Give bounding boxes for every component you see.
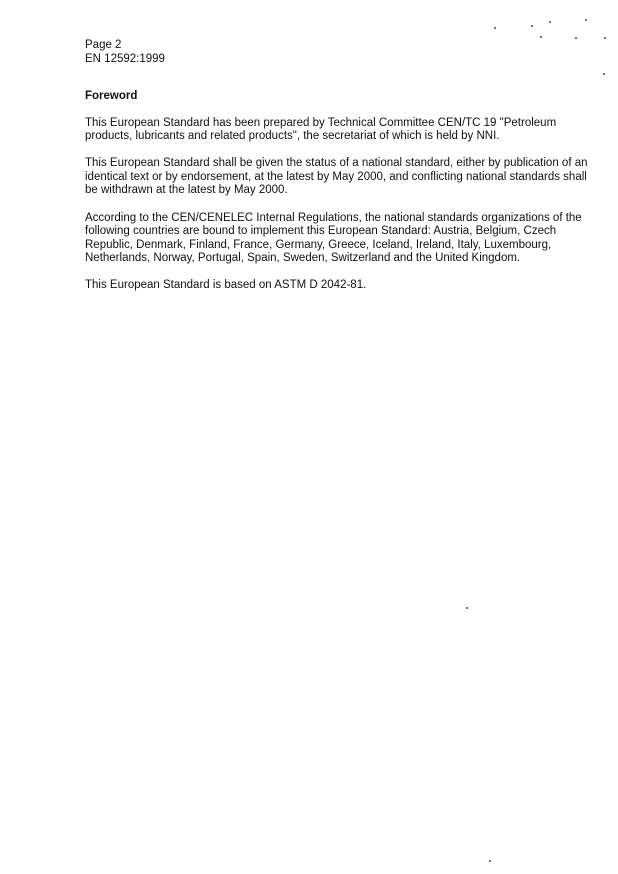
scan-speck [604,37,606,39]
scan-speck [549,21,551,23]
page-header [85,38,165,66]
paragraph-basis: This European Standard is based on ASTM D 2042-81. [85,279,367,292]
paragraph-countries: According to the CEN/CENELEC Internal Regulations, the national standards organizations of the following countries are bound to implement this European Standard: Austria, Belgium, Czech Republic, Denmark, Finland, France, Germany, Greece, Iceland, Ireland, Italy, Luxembourg, Netherlands, Norway, Portugal, Spain, Sweden, Switzerland and the United Kingdom. [85,211,582,265]
scan-speck [540,36,542,38]
scan-speck [575,37,577,39]
page-number: Page 2 [85,39,122,51]
standard-identifier: EN 12592:1999 [85,53,165,65]
scan-speck [585,19,587,21]
paragraph-committee: This European Standard has been prepared by Technical Committee CEN/TC 19 "Petroleum products, lubricants and related products", the secretariat of which is held by NNI. [85,116,557,143]
section-heading: Foreword [85,90,138,102]
scan-speck [489,860,491,862]
scan-speck [603,73,605,75]
scan-speck [494,27,496,29]
scan-speck [531,25,533,27]
foreword-section [85,90,595,307]
scan-speck [466,607,468,609]
paragraph-status: This European Standard shall be given the status of a national standard, either by publication of an identical text or by endorsement, at the latest by May 2000, and conflicting national standards shall be withdrawn at the latest by May 2000. [85,157,588,197]
